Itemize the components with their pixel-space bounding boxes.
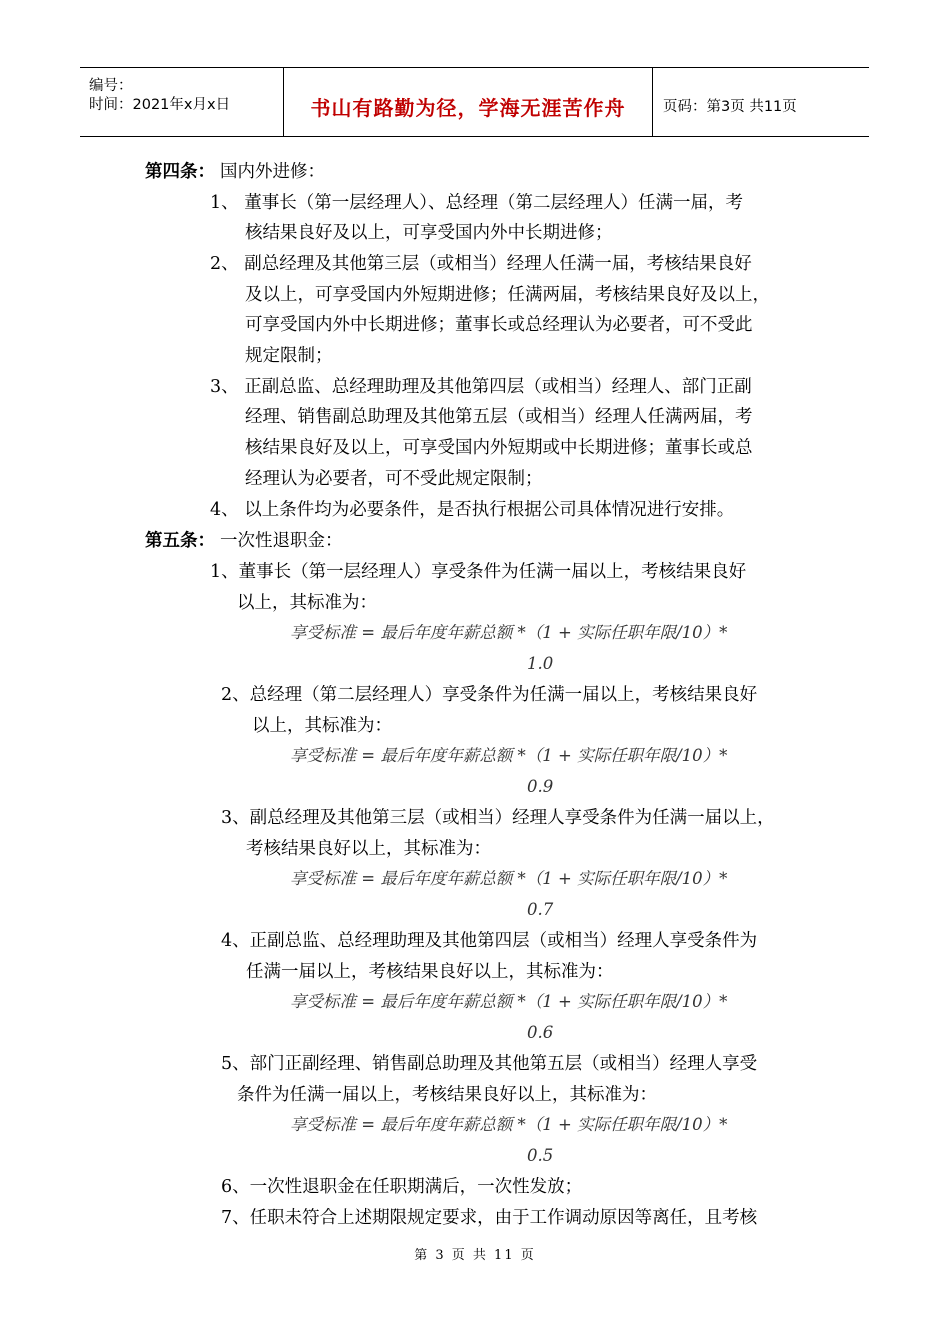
article-5-item-1-coefficient: 1.0 — [527, 654, 554, 673]
article-5-item-1-line-2: 以上，其标准为： — [237, 593, 377, 613]
motto-text: 书山有路勤为径，学海无涯苦作舟 — [310, 96, 626, 120]
article-5-item-5-line-1: 5、部门正副经理、销售副总助理及其他第五层（或相当）经理人享受 — [221, 1054, 758, 1074]
article-5-title: 第五条： — [145, 531, 215, 551]
header-page-cell — [653, 68, 869, 136]
article-5-item-3-line-1: 3、副总经理及其他第三层（或相当）经理人享受条件为任满一届以上， — [221, 808, 775, 828]
article-4-item-3-line-3: 核结果良好及以上，可享受国内外短期或中长期进修；董事长或总 — [245, 438, 753, 458]
article-5-item-2-coefficient: 0.9 — [527, 777, 554, 796]
article-5-item-4-line-2: 任满一届以上，考核结果良好以上，其标准为： — [246, 962, 614, 982]
article-5-item-1-line-1: 1、董事长（第一层经理人）享受条件为任满一届以上，考核结果良好 — [210, 562, 747, 582]
article-4-title: 第四条： — [145, 162, 215, 182]
header-motto-cell — [284, 68, 653, 136]
article-5-item-2-line-2: 以上，其标准为： — [252, 716, 392, 736]
article-5-item-3-coefficient: 0.7 — [527, 900, 554, 919]
article-5-item-3-line-2: 考核结果良好以上，其标准为： — [246, 839, 491, 859]
article-4-item-4-line-1: 4、 以上条件均为必要条件，是否执行根据公司具体情况进行安排。 — [210, 500, 735, 520]
page-info: 页码：第3页 共11页 — [663, 99, 797, 115]
article-5-item-2-line-1: 2、总经理（第二层经理人）享受条件为任满一届以上，考核结果良好 — [221, 685, 758, 705]
article-4-item-1-line-2: 核结果良好及以上，可享受国内外中长期进修； — [245, 223, 613, 243]
number-label: 编号： — [89, 78, 133, 94]
page-footer: 第 3 页 共 11 页 — [414, 1248, 536, 1263]
article-5-item-2-formula: 享受标准 = 最后年度年薪总额 *（1 + 实际任职年限/10）* — [290, 746, 728, 765]
article-5-item-5-line-2: 条件为任满一届以上，考核结果良好以上，其标准为： — [237, 1085, 657, 1105]
article-5-item-1-formula: 享受标准 = 最后年度年薪总额 *（1 + 实际任职年限/10）* — [290, 623, 728, 642]
article-4-item-1-line-1: 1、 董事长（第一层经理人）、总经理（第二层经理人）任满一届，考 — [210, 193, 743, 213]
article-4-item-3-line-1: 3、 正副总监、总经理助理及其他第四层（或相当）经理人、部门正副 — [210, 377, 752, 397]
article-5-item-6-line-1: 6、一次性退职金在任职期满后，一次性发放； — [221, 1177, 583, 1197]
article-5-item-7-line-1: 7、任职未符合上述期限规定要求，由于工作调动原因等离任，且考核 — [221, 1208, 758, 1228]
article-4-item-3-line-4: 经理认为必要者，可不受此规定限制； — [245, 469, 543, 489]
article-4-heading: 国内外进修： — [220, 162, 325, 182]
article-5-item-3-formula: 享受标准 = 最后年度年薪总额 *（1 + 实际任职年限/10）* — [290, 869, 728, 888]
article-4-item-2-line-1: 2、 副总经理及其他第三层（或相当）经理人任满一届，考核结果良好 — [210, 254, 752, 274]
article-5-item-4-formula: 享受标准 = 最后年度年薪总额 *（1 + 实际任职年限/10）* — [290, 992, 728, 1011]
article-5-item-5-formula: 享受标准 = 最后年度年薪总额 *（1 + 实际任职年限/10）* — [290, 1115, 728, 1134]
header-meta-cell — [80, 68, 284, 136]
article-4-item-3-line-2: 经理、销售副总助理及其他第五层（或相当）经理人任满两届，考 — [245, 407, 753, 427]
document-header — [80, 67, 869, 137]
article-5-heading: 一次性退职金： — [220, 531, 343, 551]
article-5-item-4-line-1: 4、正副总监、总经理助理及其他第四层（或相当）经理人享受条件为 — [221, 931, 758, 951]
article-4-item-2-line-4: 规定限制； — [245, 346, 333, 366]
article-5-item-4-coefficient: 0.6 — [527, 1023, 554, 1042]
article-5-item-5-coefficient: 0.5 — [527, 1146, 554, 1165]
time-label: 时间：2021年x月x日 — [89, 97, 231, 113]
article-4-item-2-line-3: 可享受国内外中长期进修；董事长或总经理认为必要者，可不受此 — [245, 315, 753, 335]
article-4-item-2-line-2: 及以上，可享受国内外短期进修；任满两届，考核结果良好及以上， — [245, 285, 770, 305]
